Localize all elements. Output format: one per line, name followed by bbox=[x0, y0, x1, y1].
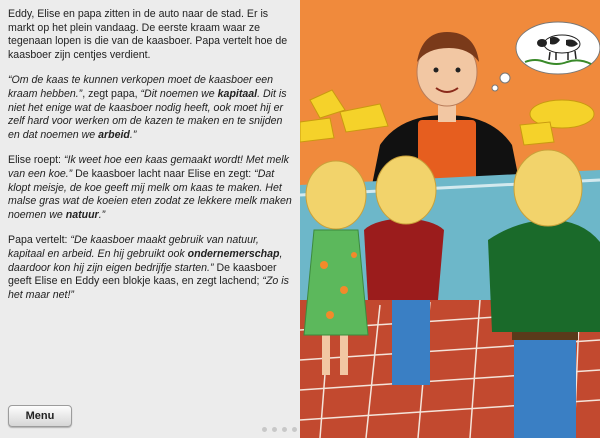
page-dot[interactable] bbox=[262, 427, 267, 432]
menu-button[interactable]: Menu bbox=[8, 405, 72, 427]
keyword-arbeid: arbeid bbox=[98, 128, 130, 141]
cheese-market-illustration bbox=[300, 0, 600, 438]
keyword-kapitaal: kapitaal bbox=[217, 87, 258, 100]
keyword-ondernemerschap: ondernemerschap bbox=[187, 247, 280, 260]
page-dot[interactable] bbox=[292, 427, 297, 432]
story-paragraph-2: “Om de kaas te kunnen verkopen moet de kaasboer een kraam hebben.”, zegt papa, “Dit noemen we kapitaal. Dit is niet het enige wat de kaasboer nodig heeft, ook moet hij er zelf hard voor werken om de kazen te maken en te snijden en dat noemen we arbeid.” bbox=[8, 74, 287, 141]
keyword-natuur: natuur bbox=[65, 208, 99, 221]
page-dot[interactable] bbox=[272, 427, 277, 432]
story-paragraph-3: Elise roept: “Ik weet hoe een kaas gemaakt wordt! Met melk van een koe.” De kaasboer lacht naar Elise en zegt: “Dat klopt meisje, de koe geeft mij melk om kaas te maken. Het malse gras wat de koeien eten zodat ze lekkere melk maken noemen we natuur.” bbox=[8, 154, 292, 221]
story-paragraph-1: Eddy, Elise en papa zitten in de auto naar de stad. Er is markt op het plein vandaag. De eerste kraam waar ze tegenaan lopen is die van de kaasboer. Papa vertelt hoe de kaasboer zijn centjes verdient. bbox=[8, 8, 288, 61]
page-dot[interactable] bbox=[282, 427, 287, 432]
story-paragraph-4: Papa vertelt: “De kaasboer maakt gebruik van natuur, kapitaal en arbeid. En hij gebruikt ook ondernemerschap, daardoor kon hij zijn eigen bedrijfje starten.” De kaasboer geeft Elise en Eddy een blokje kaas, en zegt lachend; “Zo is het maar net!” bbox=[8, 234, 289, 301]
story-text bbox=[8, 8, 292, 314]
